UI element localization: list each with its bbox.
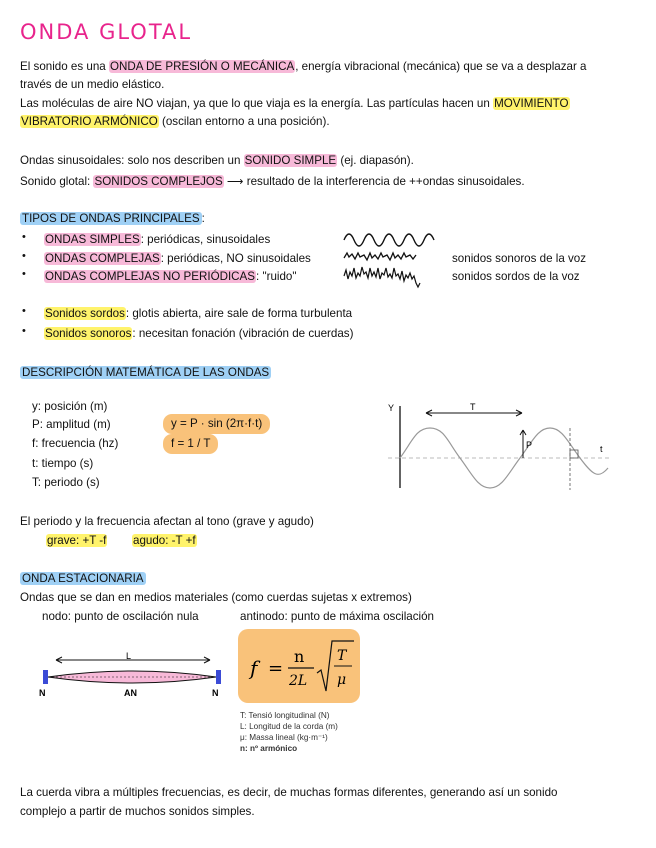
y-axis-label: Y — [388, 403, 395, 413]
tipo-label: ONDAS COMPLEJAS — [45, 252, 160, 265]
final-line-2: complejo a partir de muchos sonidos simples. — [20, 805, 255, 818]
highlight-vibratorio: VIBRATORIO ARMÓNICO — [21, 115, 158, 128]
formula-f: f — [250, 656, 258, 680]
sinus-text: Ondas sinusoidales: solo nos describen un — [20, 154, 244, 167]
highlight-onda-presion: ONDA DE PRESIÓN O MECÁNICA — [109, 60, 295, 73]
formula-equals: = — [268, 658, 284, 679]
right-support — [216, 670, 221, 684]
var-p: P: amplitud (m) — [32, 418, 111, 431]
sonoros-label: Sonidos sonoros — [45, 327, 132, 340]
sinus-text: ⟶ resultado de la interferencia de ++ondas sinusoidales. — [223, 175, 525, 188]
tipo-desc: : periódicas, sinusoidales — [140, 233, 271, 246]
tipo-label: ONDAS COMPLEJAS NO PERIÓDICAS — [45, 270, 256, 283]
section-heading-math — [20, 364, 271, 382]
antinode-label: AN — [124, 688, 137, 698]
section-heading-estacionaria — [20, 570, 146, 588]
var-y: y: posición (m) — [32, 400, 108, 413]
var-T: T: periodo (s) — [32, 476, 100, 489]
formula-mu: μ — [337, 672, 347, 688]
highlight-sonidos-complejos: SONIDOS COMPLEJOS — [94, 175, 223, 188]
bullet-icon: • — [22, 305, 26, 317]
intro-text: , energía vibracional (mecánica) que se va a desplazar a — [295, 60, 587, 73]
bullet-icon: • — [22, 325, 26, 337]
intro-line-3 — [20, 95, 570, 113]
sonoros-desc: : necesitan fonación (vibración de cuerdas) — [132, 327, 354, 340]
intro-text: (oscilan entorno a una posición). — [158, 115, 330, 128]
sonidos-sonoros — [44, 325, 353, 343]
formula-denominator: 2L — [289, 673, 308, 689]
amplitude-label: P — [526, 440, 533, 450]
sine-graph — [382, 398, 622, 490]
intro-line-1 — [20, 58, 587, 76]
heading-colon: : — [201, 212, 205, 225]
node-right-label: N — [212, 688, 219, 698]
tono-text: El periodo y la frecuencia afectan al tono (grave y agudo) — [20, 515, 314, 528]
antinodo-definition: antinodo: punto de máxima oscilación — [240, 610, 434, 623]
intro-line-4 — [20, 113, 330, 131]
final-line-1: La cuerda vibra a múltiples frecuencias, es decir, de muchas formas diferentes, generando así un sonido — [20, 786, 558, 799]
nodo-definition: nodo: punto de oscilación nula — [42, 610, 199, 623]
tipo-note: sonidos sonoros de la voz — [452, 252, 587, 265]
left-support — [43, 670, 48, 684]
tipo-label: ONDAS SIMPLES — [45, 233, 140, 246]
intro-text: Las moléculas de aire NO viajan, ya que lo que viaja es la energía. Las partículas hacen un — [20, 97, 494, 110]
grave-text — [46, 532, 107, 550]
noise-wave-icon — [344, 267, 420, 287]
var-t: t: tiempo (s) — [32, 457, 94, 470]
tipo-desc: : periódicas, NO sinusoidales — [160, 252, 311, 265]
sonidos-sordos — [44, 305, 352, 323]
formula-frequency: f = 1 / T — [163, 434, 218, 454]
simple-wave-icon — [344, 234, 434, 246]
period-label: T — [470, 402, 476, 412]
intro-text: El sonido es una — [20, 60, 109, 73]
tipo-note: sonidos sordos de la voz — [452, 270, 580, 283]
legend-length: L: Longitud de la corda (m) — [240, 722, 338, 731]
sinus-line-1 — [20, 152, 414, 170]
length-label: L — [126, 651, 132, 661]
bullet-icon: • — [22, 231, 26, 243]
legend-harmonic: n: nº armónico — [240, 744, 298, 753]
bullet-icon: • — [22, 250, 26, 262]
formula-sine: y = P · sin (2π·f·t) — [163, 414, 270, 434]
page-title: ONDA GLOTAL — [20, 20, 193, 44]
string-formula — [238, 629, 360, 703]
section-heading-tipos — [20, 210, 205, 228]
complex-wave-icon — [344, 253, 416, 260]
wave-sketches — [340, 226, 448, 290]
intro-line-2: través de un medio elástico. — [20, 78, 165, 91]
sordos-label: Sonidos sordos — [45, 307, 125, 320]
tipo-item-1 — [44, 231, 270, 249]
standing-wave-diagram — [34, 648, 230, 700]
heading-highlight: DESCRIPCIÓN MATEMÁTICA DE LAS ONDAS — [22, 366, 270, 379]
highlight-movimiento: MOVIMIENTO — [494, 97, 569, 110]
formula-numerator: n — [294, 647, 305, 666]
bullet-icon: • — [22, 268, 26, 280]
agudo-text — [132, 532, 197, 550]
tipo-item-3 — [44, 268, 297, 286]
t-axis-label: t — [600, 444, 603, 454]
estacionaria-line-1: Ondas que se dan en medios materiales (como cuerdas sujetas x extremos) — [20, 591, 412, 604]
highlight-sonido-simple: SONIDO SIMPLE — [244, 154, 337, 167]
node-left-label: N — [39, 688, 46, 698]
tipo-item-2 — [44, 250, 311, 268]
tipo-desc: : "ruido" — [256, 270, 297, 283]
agudo-label: agudo: -T +f — [133, 534, 196, 547]
sinus-line-2 — [20, 173, 525, 191]
sinus-text: Sonido glotal: — [20, 175, 94, 188]
var-f: f: frecuencia (hz) — [32, 437, 119, 450]
legend-mass: μ: Massa lineal (kg·m⁻¹) — [240, 733, 328, 742]
sinus-text: (ej. diapasón). — [337, 154, 414, 167]
sordos-desc: : glotis abierta, aire sale de forma turbulenta — [125, 307, 353, 320]
heading-highlight: TIPOS DE ONDAS PRINCIPALES — [22, 212, 200, 225]
formula-tension: T — [337, 648, 347, 664]
heading-highlight: ONDA ESTACIONARIA — [22, 572, 144, 585]
string-formula-box — [238, 629, 360, 703]
grave-label: grave: +T -f — [47, 534, 107, 547]
legend-tension: T: Tensió longitudinal (N) — [240, 711, 330, 720]
